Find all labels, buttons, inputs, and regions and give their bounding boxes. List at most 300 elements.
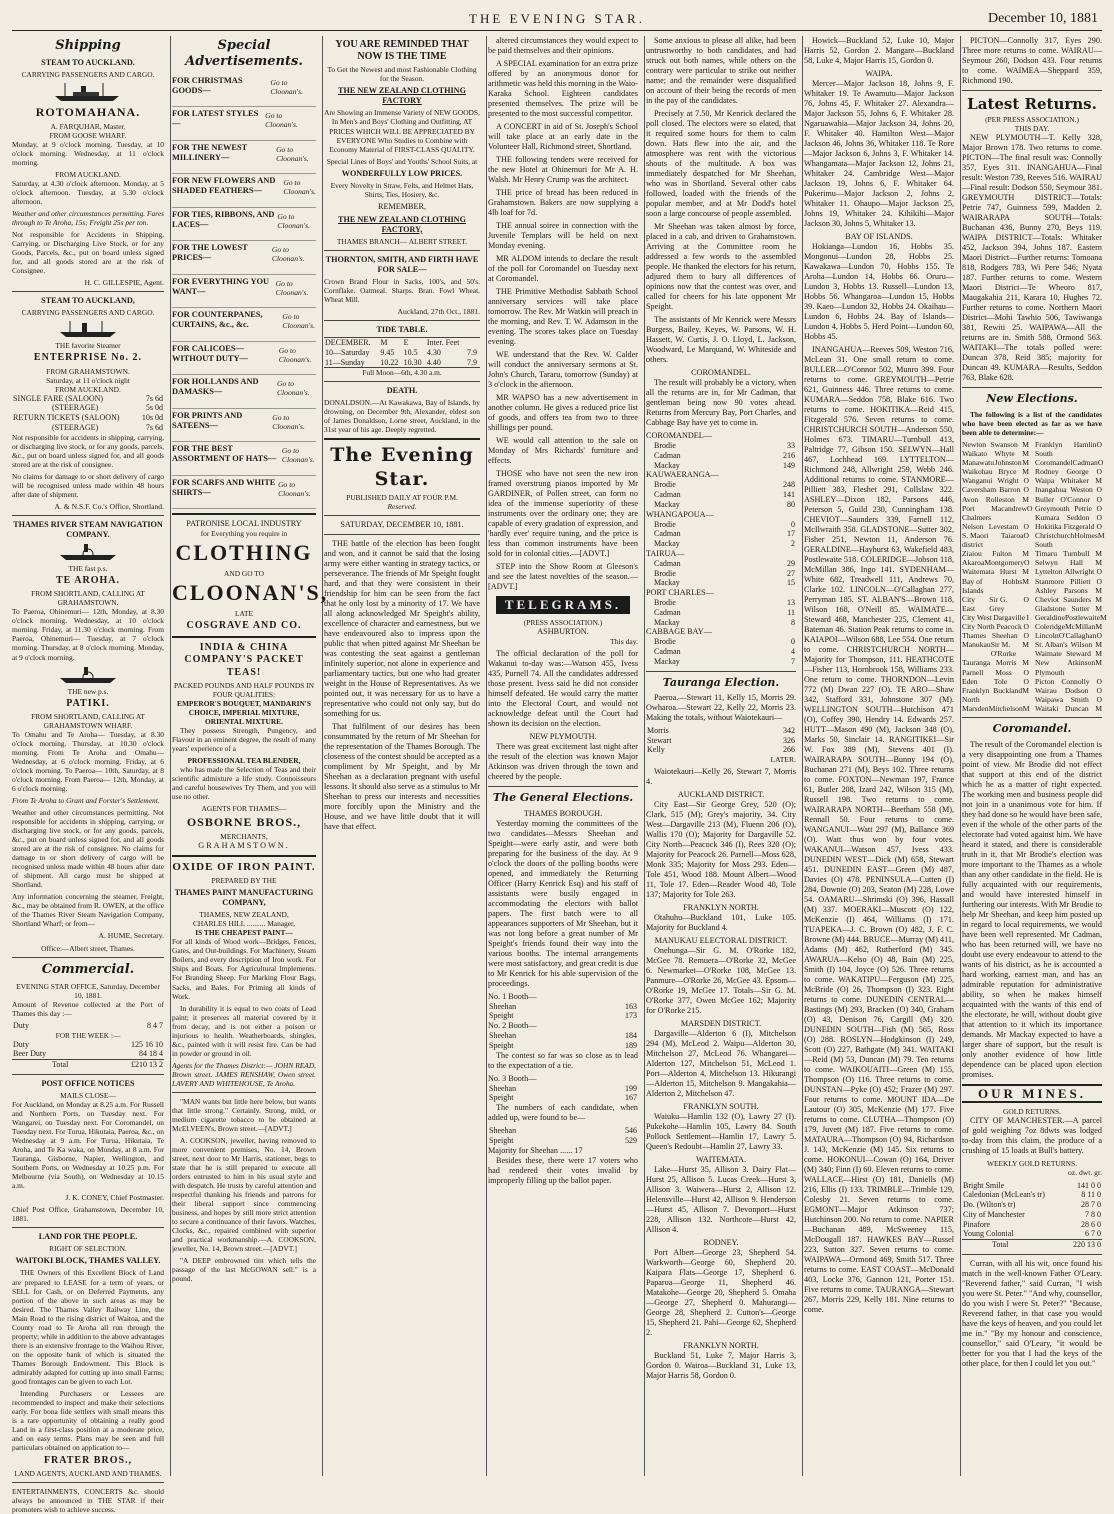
new-plymouth-body: There was great excitement last night after the result of the election was known Major Atkinson was driven through the town and cheered by the people. <box>488 742 638 782</box>
elected-member-row: Ashley Parsons M <box>1035 585 1102 595</box>
go-to-cloonans: Go to Cloonan's. <box>277 211 311 230</box>
ad-item-label: FOR NEW FLOWERS AND SHADED FEATHERS— <box>172 176 276 196</box>
table-row: Pinafore 28 6 0 <box>963 1219 1101 1229</box>
column-shipping <box>12 36 171 1514</box>
liability-terms: Not responsible for accidents in shipping, carrying, or discharging live stock, or for any goods, parcels, &c., put on board unless signed for, and all goods stored are at the risk of consignee. <box>12 432 164 469</box>
polling-place-label: KAUWAERANGA— <box>646 470 719 480</box>
mcgowan-notice: "A DEEP embrowned tint which tells the passage of the last McGOWAN sell." is a pound. <box>172 1256 316 1284</box>
go-to-cloonans: Go to Cloonan's. <box>270 77 303 96</box>
thornton-items: Crown Brand Flour in Sacks, 100's, and 50's. Cornflake. Oatmeal. Sharps. Bran. Fowl Wheat. Wheat Mill. <box>324 276 480 304</box>
table-row: Sheehan 184 <box>489 1031 637 1041</box>
india-china-sub: PACKED POUNDS AND HALF POUNDS IN FOUR QUALITIES: <box>174 680 314 699</box>
table-row: Kelly 266 <box>647 745 795 755</box>
elected-member-row: Picton Connolly O <box>1035 676 1102 686</box>
booth-3-table <box>488 1084 638 1104</box>
cosgrave-line: COSGRAVE AND CO. <box>186 619 302 631</box>
booth-3-label: No. 3 Booth— <box>488 1073 537 1083</box>
schedule-text: To Omahu and Te Aroha— Tuesday, at 8.30 o'clock morning. Thursday, at 10.30 o'clock morning. From Te Aroha and Omahu— Wednesday, at 6 o'clock morning. Friday, at 6 o'clock morning. To Paeroa— 10th, Saturday, at 8 o'clock morning. From Paeroa— 12th, Monday, at 6 o'clock morning. <box>12 729 164 794</box>
india-china-heading: INDIA & CHINA COMPANY'S PACKET TEAS! <box>184 642 304 678</box>
elected-member-row: Cheviot Saunders M <box>1035 594 1102 604</box>
cloonan-ad-item <box>172 174 316 208</box>
elected-member-row: Waikohau Bryce M <box>962 467 1029 477</box>
waipa-heading: WAIPA. <box>865 69 893 78</box>
table-row: Mackay 2 <box>654 539 795 548</box>
merchants-line: MERCHANTS, <box>220 831 268 841</box>
paddle-steamer-icon <box>58 542 118 562</box>
table-row: Mackay 80 <box>654 499 795 509</box>
info-notice: Any information concerning the steamer, Freight, &c., may be obtained from R. OWEN, at the office of the Thames River Steam Navigation Company, Shortland Wharf; or from— <box>12 892 164 929</box>
agent-signature: H. C. GILLESPIE, Agent. <box>84 278 164 288</box>
news-paragraph: PICTON—Connolly 317, Eyes 290. Three more returns to come. WAIRAU—Seymour 260, Dodson 433. Four returns to come. WAIMEA—Sheppard 359, Richmond 190. <box>962 36 1102 85</box>
table-row: 11—Sunday 10.22 10.30 4.40 7.9 <box>325 357 477 367</box>
waitemata-heading: WAITEMATA. <box>695 1155 747 1165</box>
column-local-news <box>488 36 645 1476</box>
steamer-illustration-icon <box>53 81 123 103</box>
news-paragraph: THE annual soiree in connection with the Juvenile Templars will be held on next Monday evening. <box>488 221 638 250</box>
table-row: Cadman 11 <box>654 607 795 617</box>
elected-member-row: New Plymouth Atkinson M <box>1035 658 1102 677</box>
ad-item-label: FOR LATEST STYLES— <box>172 109 259 129</box>
steam-subheading-1: CARRYING PASSENGERS AND CARGO. <box>21 69 155 79</box>
table-row: Duty 8 4 7 <box>13 1020 163 1030</box>
franklyn-north-heading: FRANKLYN NORTH. <box>683 903 759 913</box>
and-go-to-line: AND GO TO <box>224 569 264 579</box>
table-row: SINGLE FARE (SALOON) 7s 6d <box>13 393 163 403</box>
franklyn-south-heading: FRANKLYN SOUTH. <box>683 1102 759 1112</box>
news-paragraph: Howick—Buckland 52, Luke 10, Major Harris 52, Gordon 2. Mangare—Buckland 58, Luke 4, Major Harris 15, Gordon 0. <box>804 36 954 65</box>
column-latest-returns <box>962 36 1107 1476</box>
rodney-heading: RODNEY. <box>703 1238 739 1248</box>
mail-schedule: For Auckland, on Monday at 8.25 a.m. For Russell and Northern Ports, on Tuesday next. For Wangarei, on Tuesday next. For Coromandel, on Tuesday next. For Turua, Hikutaia, Paeroa, &c., on Wednesday at 9 a.m. For Turua, Hikutaia, Te Aroha, and Te Ka waka, on Monday, at 8 a.m. For Tauranga, Gisborne, Napier, Wellington, and Southern Ports, on Wednesday at 10.25 p.m. For Melbourne (via South), on Wednesday at 10.15 a.m. <box>12 1099 164 1191</box>
coromandel-leader-heading: Coromandel. <box>992 722 1072 736</box>
waitemata-body: Lake—Hurst 35, Allison 3. Dairy Flat—Hurst 25, Allison 5. Lucas Creek—Hurst 3, Allison 3. Waiwera—Hurst 2, Allison 12. Helensville—Hurst 42, Allison 9. Henderson—Hurst 45, Allison 7. Devonport—Hurst 228, Allison 132. Northcote—Hurst 42, Allison 4. <box>646 1165 796 1235</box>
tide-table-heading: TIDE TABLE. <box>376 325 428 335</box>
bay-of-islands-heading: BAY OF ISLANDS. <box>845 232 913 241</box>
table-row: Mackay 7 <box>654 656 795 666</box>
reminded-body: To Get the Newest and most Fashionable Clothing for the Season. <box>327 65 477 84</box>
ad-item-label: FOR HOLLANDS AND DAMASKS— <box>172 377 259 397</box>
oxide-manager: CHARLES HILL .......... Manager, <box>192 919 296 929</box>
tea-blender: PROFESSIONAL TEA BLENDER, <box>187 755 301 765</box>
elected-member-row: Lyttelton Allwright O <box>1035 567 1102 577</box>
news-paragraph: A SPECIAL examination for an extra prize offered by an anonymous donor for arithmetic was held this morning in the Waio-Karaka School. Eighteen candidates presented themselves. The prize will be presented to the most successful competitor. <box>488 59 638 118</box>
majority-line: Majority for Sheehan ...... 17 <box>488 1145 583 1155</box>
go-to-cloonans: Go to Cloonan's. <box>278 479 311 498</box>
auckland-body: City East—Sir George Grey, 520 (O); Clark, 515 (M); Grey's majority, 34. City West—Dargaville 213 (M), Fluenn 206 (O), Wallis 170 (O); Majority for Dargaville 52. City North—Peacock 346 (I), Rees 320 (O); Majority for Peacock 26. Parnell—Moss 628, Monk 335; Majority for Moss 293. Eden—Tole 451, Wood 188. Mount Albert—Wood 11, Tole 17. Eden—Reader Wood 40, Tole 137; Majority for Tole 263. <box>646 800 796 900</box>
tea-qualities: EMPEROR'S BOUQUET, MANDARIN'S CHOICE, IMPERIAL MIXTURE, ORIENTAL MIXTURE. <box>177 698 311 726</box>
elected-member-row: Inangahua Weston O <box>1035 485 1102 495</box>
liability-terms: Weather and other circumstances permitting. Not responsible for accidents in shipping, carrying, or discharging live stock, or for any goods, parcels, &c., put on board unless signed for, and all goods stored are at the risk of consignee. No claims for damage to or short delivery of cargo will be recognised unless made within 48 hours after date of shipment. All cargo must be shipped at Shortland. <box>12 808 164 890</box>
departure-point: FROM SHORTLAND, CALLING AT GRAHAMSTOWN. <box>31 589 145 608</box>
low-prices-line: WONDERFULLY LOW PRICES. <box>341 168 463 178</box>
elected-member-row: Avon Rolleston M <box>962 494 1029 504</box>
cloonan-ad-item <box>172 476 316 510</box>
elected-member-row: Gladstone Sutter M <box>1035 603 1102 613</box>
claims-notice: No claims for damage to or short delivery of cargo will be recognised unless made within 48 hours after date of shipment. <box>12 471 164 499</box>
new-plymouth-heading: NEW PLYMOUTH. <box>529 732 597 742</box>
weekly-gold-heading: WEEKLY GOLD RETURNS. <box>987 1159 1077 1169</box>
death-notice: DONALDSON.—At Kawakawa, Bay of Islands, by drowning, on December 9th, Alexander, eldest son of James Donaldson, Lorne street, Auckland, in the 31st year of his age. Deeply regretted. <box>324 398 480 435</box>
ashburton-body: The official declaration of the poll for Wakanui to-day was:—Watson 455, Ivess 435, Purnell 74. All the candidates addressed those present. Ivess said he did not consider himself defeated. He would carry the matter into the Electoral Court, and would not acknowledge defeat until the Court had shown its decision on the election. <box>488 649 638 729</box>
departure-point: FROM SHORTLAND, CALLING AT GRAHAMSTOWN WHARF. <box>31 711 145 730</box>
elected-member-row: Rodney George O <box>1035 467 1102 477</box>
elected-member-row: Parnell Moss O <box>962 667 1029 677</box>
coromandel-body: The result will probably be a victory, when all the returns are in, for Mr Cadman, that gentleman being now 90 votes ahead. Returns from Mercury Bay, Port Charles, and Cabbage Bay have yet to come in. <box>646 378 796 427</box>
table-row: Brodie 0 <box>654 519 795 529</box>
elected-member-row: Kumara Seddon O <box>1035 512 1102 522</box>
table-row: Total £210 13 2 <box>12 1060 164 1070</box>
land-title: WAITOKI BLOCK, THAMES VALLEY. <box>15 1256 161 1266</box>
polling-place-table <box>646 441 796 470</box>
oxide-heading: OXIDE OF IRON PAINT. <box>172 860 316 873</box>
table-row: Total 220 13 0 <box>992 1240 1101 1250</box>
table-row: Mackay 8 <box>654 617 795 627</box>
elected-member-row: City North Peacock O <box>962 622 1029 632</box>
table-row: City of Manchester 7 8 0 <box>963 1209 1101 1219</box>
elected-member-row: Waitaki Duncan M <box>1035 704 1102 714</box>
booth-1-label: No. 1 Booth— <box>488 991 537 1001</box>
tobacco-notice: "MAN wants but little here below, but wants that little strong." Certainly. Strong, mild, or medium cigarette tobacco to be obtained at McELVEEN's, Brown street.—[ADVT.] <box>172 1096 316 1133</box>
thornton-date: Auckland, 27th Oct., 1881. <box>397 306 480 316</box>
elected-member-row: Manawatu Johnston M <box>962 458 1029 468</box>
schedule-text: Monday, at 9 o'clock morning. Tuesday, at 10 o'clock morning. Wednesday, at 11 o'clock morning. <box>12 139 164 167</box>
ship-intro: THE fast p.s. <box>68 564 108 574</box>
ashburton-heading: ASHBURTON. <box>537 626 589 636</box>
thames-branch: THAMES BRANCH— ALBERT STREET. <box>336 236 468 246</box>
elected-member-row: Franklyn South Hamlin O <box>1035 439 1102 458</box>
booth-note: The contest so far was so close as to lead to the expectation of a tie. <box>488 1050 638 1070</box>
elected-member-row: Waimate Steward M <box>1035 649 1102 659</box>
go-to-cloonans: Go to Cloonan's. <box>275 278 309 297</box>
marsden-heading: MARSDEN DISTRICT. <box>680 1019 762 1029</box>
issue-date: December 10, 1881 <box>987 11 1098 26</box>
tauranga-table <box>646 726 796 755</box>
masthead <box>12 10 1102 31</box>
office-address: Office:—Albert street, Thames. <box>41 943 135 953</box>
coromandel-results <box>646 431 796 667</box>
elected-member-row: Hokitika Fitzgerald O <box>1035 521 1102 531</box>
company-heading: THAMES RIVER STEAM NAVIGATION COMPANY. <box>13 520 163 540</box>
table-row: Bright Smile 141 0 0 <box>963 1180 1101 1190</box>
elected-member-row: Lincoln O'Callaghan O <box>1035 631 1102 641</box>
ad-item-label: FOR THE NEWEST MILLINERY— <box>172 142 248 162</box>
table-row: Brodie 13 <box>654 598 795 607</box>
polling-place-label: WHANGAPOUA— <box>646 509 714 519</box>
elected-member-row: Geraldine Postlewaite M <box>1035 612 1107 622</box>
patronise-line: PATRONISE LOCAL INDUSTRY <box>186 519 302 529</box>
news-paragraph: Mr Sheehan was taken almost by force, placed in a cab, and driven to Grahamstown. Arriving at the Committee room he addressed a few words to the assembled people. He thanked the electors for his return, adjured them to bury all differences of opinions now that the contest was over, and called for cheers for his late opponent Mr Speight. <box>646 222 796 311</box>
table-row: Brodie 248 <box>654 480 795 490</box>
cloonan-ad-item <box>172 241 316 275</box>
moon-note: Full Moon—6th, 4.30 a.m. <box>362 368 442 378</box>
post-office-dateline: Chief Post Office, Grahamstown, December 10, 1881. <box>12 1205 164 1224</box>
ship-name-rotomahana: ROTOMAHANA. <box>35 104 141 119</box>
secretary-signature: A. HUME, Secretary. <box>98 931 164 941</box>
cloonan-ad-item <box>172 208 316 242</box>
new-elections-heading: New Elections. <box>986 392 1078 406</box>
table-row: Beer Duty 84 18 4 <box>13 1049 163 1059</box>
polling-place-table <box>646 559 796 588</box>
land-agent-description: LAND AGENTS, AUCKLAND AND THAMES. <box>14 1469 162 1479</box>
published-line: PUBLISHED DAILY AT FOUR P.M. <box>346 492 458 502</box>
column-election-results <box>646 36 803 1476</box>
post-office-heading: POST OFFICE NOTICES <box>41 1078 135 1088</box>
elected-member-row: S. Maori district Taiaroa O <box>962 530 1029 550</box>
elected-member-row: Eden Tole O <box>962 676 1029 686</box>
table-row: 10—Saturday 9.45 10.5 4.30 7.9 <box>325 347 477 357</box>
table-row: Do. (Wilton's tr) 28 7 0 <box>963 1200 1101 1210</box>
mails-close-label: MAILS CLOSE— <box>60 1090 116 1100</box>
week-duty-table <box>12 1040 164 1070</box>
news-paragraph: MR WAPSO has a new advertisement in another column. He gives a reduced price list of goods, and offers tea from two to three shillings per pound. <box>488 393 638 432</box>
oxide-body: In durability it is equal to two coats of Lead paint; it preserves all material covered by it from decay, and is not either a poison or injurious to health. Weatherboards, shingles, &c., painted with it will resist fire. Can be had in powder or ground in oil. <box>172 1003 316 1058</box>
news-paragraph: Some anxious to please all alike, had been untrustworthy to both candidates, and had struck out both names, while others on the contrary were particular to strike out neither name; and the remainder were disqualified on account of their being the records of men in the pay of the candidates. <box>646 36 796 105</box>
news-paragraph: Precisely at 7.50, Mr Kenrick declared the poll closed. The electors were so elated, that it required some hours for them to calm down. Hats flew into the air, and the atmosphere was rent with the victorious shouts of the multitude. A box was immediately despatched for Mr Sheehan, who was in Shortland. Several other cabs followed, loaded with the friends of the popular member, and at Mr Dodd's hotel soon a large concourse of people assembled. <box>646 109 796 218</box>
tea-body-2: who has made the Selection of Teas and their scientific admixture a life study. Connoisseurs and careful housewives Try Them, and you will use no other. <box>172 765 316 802</box>
departure-point-2: FROM AUCKLAND. <box>55 384 121 394</box>
factory-heading: THE NEW ZEALAND CLOTHING FACTORY <box>338 86 466 106</box>
elected-member-row: Akaroa Montgomery O <box>962 558 1030 568</box>
departure-point: FROM GRAHAMSTOWN. <box>46 366 130 376</box>
factory-special: Special Lines of Boys' and Youths' School Suits, at <box>326 156 478 166</box>
steam-heading-2: STEAM TO AUCKLAND, <box>41 296 135 306</box>
polling-place-table <box>646 520 796 549</box>
tauranga-body: Paeroa.—Stewart 11, Kelly 15, Morris 29. Owharoa.—Stewart 22, Kelly 22, Morris 23. Making the totals, without Waiotekauri— <box>646 692 796 722</box>
auckland-heading: AUCKLAND DISTRICT. <box>677 790 765 800</box>
polling-place-label: TAIRUA— <box>646 548 685 558</box>
table-row: Brodie 27 <box>654 568 795 578</box>
week-label: FOR THE WEEK :— <box>55 1030 121 1040</box>
commercial-dateline: EVENING STAR OFFICE, Saturday, December 10, 1881. <box>16 981 160 1000</box>
section-special-ads-header: Special Advertisements. <box>185 38 303 69</box>
rodney-body: Port Albert—George 23, Shepherd 54. Warkworth—George 60, Shepherd 20. Kaipara Flats—George 17, Shepherd 6. Paparoa—George 11, Shepherd 46. Matakohe—George 20, Shepherd 5. Omaha—George 27, Shepherd 0. Mahurangi—George 28, Shepherd 2. Cutton's—George 15, Shepherd 21. Pahi—George 62, Shepherd 2. <box>646 1248 796 1338</box>
elected-member-row: Coleridge McMillan M <box>1035 622 1103 632</box>
leader-dateline: SATURDAY, DECEMBER 10, 1881. <box>340 519 464 529</box>
ad-item-label: FOR EVERYTHING YOU WANT— <box>172 276 270 296</box>
informal-votes-note: Besides these, there were 17 voters who had rendered their votes invalid by improperly filling up the ballot paper. <box>488 1155 638 1185</box>
agent-signature: A. & N.S.F. Co.'s Office, Shortland. <box>54 501 164 511</box>
later-label: LATER. <box>770 755 796 765</box>
gold-returns-label: GOLD RETURNS. <box>1003 1107 1061 1117</box>
our-mines-heading: OUR MINES. <box>962 1084 1102 1104</box>
table-row: Duty 125 16 10 <box>13 1039 163 1049</box>
manukau-heading: MANUKAU ELECTORAL DISTRICT. <box>654 936 788 946</box>
elected-member-row: Waipawa Smith O <box>1035 694 1102 704</box>
elected-member-row: Thames Sheehan O <box>962 631 1029 641</box>
elected-member-row: Selwyn Hall M <box>1035 558 1102 568</box>
polling-place-label: PORT CHARLES— <box>646 588 714 597</box>
elected-member-row: Marsden Mitchelson M <box>962 704 1030 714</box>
franklyn-south-body: Waiuku—Hamlin 132 (O), Lawry 27 (I). Pukekohe—Hamlin 105, Lawry 84. South Pollock Settlement—Hamlin 17, Lawry 5. Queen's Redoubt—Hamlin 27, Lawry 33. <box>646 1112 796 1152</box>
ship-name-te-aroha: TE AROHA. <box>55 575 120 587</box>
cloonan-ad-item <box>172 375 316 409</box>
late-line: LATE <box>234 608 254 618</box>
schedule-text: To Paeroa, Ohinemuri— 12th, Monday, at 8.30 o'clock morning. Wednesday, at 10 o'clock morning. Friday, at 11.30 o'clock morning. From Paeroa, Ohinemuri— Tuesday, at 7 o'clock morning. Thursday, at 8 o'clock morning. Monday, at 9 o'clock morning. <box>12 607 164 662</box>
booth-1-table <box>488 1002 638 1022</box>
bay-of-islands-body: Hokianga—Lundon 16, Hobbs 35. Mongonui—Lundon 28, Hobbs 25. Kawakawa—Lundon 70, Hobbs 155. Te Aroha—Lundon 14, Hobbs 66. Oruru—Lundon 3, Hobbs 13. Russell—Lundon 13, Hobbs 56. Whangaroa—Lundon 15, Hobbs 39. Kaeo—Lundon 32, Hobbs 24. Okaihau—Lundon 6, Hobbs 24. Bay of Islands—Lundon 4, Hobbs 5. Herd Point—Lundon 60, Hobbs 45. <box>804 242 954 341</box>
final-tally-table <box>488 1126 638 1146</box>
oxide-uses: For all kinds of Wood work—Bridges, Fences, Gates, and Out-buildings. For Machinery, Steam Boilers, and every description of Iron work. For Ships and Boats. For Agricultural Implements. For Branding Sheep. For Marking Flour Bags, Sacks, and Bales. For Priming all kinds of Work. <box>172 937 316 1001</box>
this-day: This day. <box>610 636 638 646</box>
grahamstown-line: GRAHAMSTOWN. <box>198 840 290 850</box>
ad-item-label: FOR CALICOES—WITHOUT DUTY— <box>172 343 248 363</box>
table-row: Cadman 141 <box>654 490 795 499</box>
telegrams-heading: TELEGRAMS. <box>496 596 630 614</box>
oxide-company: THAMES PAINT MANUFACTURING COMPANY, <box>174 888 314 908</box>
go-to-cloonans: Go to Cloonan's. <box>271 245 305 264</box>
cloonan-ad-item <box>172 409 316 443</box>
news-paragraph: WE understand that the Rev. W. Calder will conduct the anniversary sermons at St. John's Church, Tararu, tomorrow (Sunday) at 3 o'clock in the afternoon. <box>488 350 638 389</box>
table-row: Brodie 0 <box>654 637 795 647</box>
table-row: Mackay 15 <box>654 578 795 588</box>
leader-paragraph-2: That fulfilment of our desires has been consummated by the return of Mr Sheehan for the representation of the Thames Borough. The closeness of the contest should be accepted as a compliment by Mr Speight, and by Mr Sheehan as a declaration pregnant with useful lessons. It should also serve as a stimulus to Mr Sheehan to press our interests and necessities more forcibly upon the Ministry and the House, and we have little doubt that it will have that effect. <box>324 721 481 831</box>
postmaster-signature: J. K. CONEY, Chief Postmaster. <box>65 1193 164 1203</box>
gold-total <box>962 1239 1102 1250</box>
tide-table <box>324 337 480 368</box>
table-header-row: DECEMBER. M E Inter. Feet <box>325 338 460 348</box>
polling-place-table <box>646 637 796 666</box>
newspaper-title: THE EVENING STAR. <box>469 11 645 26</box>
latest-returns-heading: Latest Returns. <box>967 95 1097 113</box>
elected-member-row: Timaru Turnbull M <box>1035 549 1102 559</box>
elected-member-row: Franklyn North Buckland M <box>962 685 1029 704</box>
polling-place-table <box>646 480 796 509</box>
press-association: (PER PRESS ASSOCIATION.) <box>985 115 1079 125</box>
osborne-bros: OSBORNE BROS., <box>186 815 302 830</box>
elected-member-row: Stanmore Pilliett O <box>1035 576 1102 586</box>
oxide-agents: Agents for the Thames District:— JOHN READ, Brown street. JAMES RENSHAW, Owen street. LAVERY AND WHITEHOUSE, Te Aroha. <box>172 1060 316 1088</box>
news-paragraph: A CONCERT in aid of St. Joseph's School will take place at an early date in the Volunteer Hall, Richmond street, Shortland. <box>488 122 638 151</box>
cloonan-ad-item <box>172 442 316 476</box>
table-row: Cadman 216 <box>654 450 795 460</box>
ad-item-label: FOR PRINTS AND SATEENS— <box>172 410 243 430</box>
table-row: RETURN TICKETS (SALOON) 10s 0d <box>13 413 163 423</box>
gold-returns-body: CITY OF MANCHESTER.—A parcel of gold weighing 7oz 8dwts was lodged to-day from this claim, the produce of a crushing of 15 loads at Bull's battery. <box>962 1116 1102 1156</box>
go-to-cloonans: Go to Cloonan's. <box>281 446 315 465</box>
section-shipping-header: Shipping <box>55 38 121 53</box>
departure-point: FROM GOOSE WHARF. <box>49 130 127 140</box>
elected-member-row: Christchurch South Holmes M <box>1035 530 1105 550</box>
elected-member-row: Manukau Sir M. O'Rorke M <box>962 640 1029 659</box>
reminded-heading: YOU ARE REMINDED THAT NOW IS THE TIME <box>335 39 469 63</box>
polling-place-label: COROMANDEL— <box>646 431 712 440</box>
table-row: Cadman 29 <box>654 558 795 568</box>
ship-intro: THE favorite Steamer <box>55 341 121 351</box>
elected-member-row: Buller O'Connor O <box>1035 494 1102 504</box>
entertainments-notice: ENTERTAINMENTS, CONCERTS &c. should always be announced in THE STAR if their promoters wish to achieve success. <box>12 1487 164 1514</box>
elected-member-row: Bay of Islands Hobbs M <box>962 576 1029 595</box>
elected-member-row: Coromandel Cadman O <box>1035 458 1104 468</box>
cloonan-ad-item <box>172 107 316 141</box>
ad-item-label: FOR COUNTERPANES, CURTAINS, &c., &c. <box>172 310 263 330</box>
clothing-banner: CLOTHING <box>175 540 313 566</box>
elected-member-row: City East Sir G. Grey O <box>962 594 1029 613</box>
column-district-returns <box>804 36 961 1476</box>
factory-heading-2: THE NEW ZEALAND CLOTHING FACTORY, <box>338 214 466 234</box>
land-body: THE Owners of this Excellent Block of Land are prepared to LEASE for a term of years, or SELL for Cash, or on Deferred Payments, any portion of the above in such areas as may be desired. The Thames Valley Railway Line, the Main Road to the rising district of Waitoa, and the County road to Te Aroha all run through the property; while in addition to the above advantages there is an extensive frontage to the Waihou River, on the opposite bank of which is situated the Thames Borough Endowment. This Block is admirably adapted for cutting up into small Farms; good frontages can be given to each Lot. <box>12 1268 164 1386</box>
news-paragraph: MR ALDOM intends to declare the result of the poll for Coromandel on Tuesday next at Coromandel. <box>488 254 638 283</box>
elected-member-row: Caversham Barron O <box>962 485 1029 495</box>
land-subheading: RIGHT OF SELECTION. <box>49 1244 127 1254</box>
reserved-line: Reserved. <box>387 501 417 511</box>
news-paragraph: The assistants of Mr Kenrick were Messrs Burgess, Bailey, Keyes, W. Parsons, W. H. Hassett, W. Curtis, J. O. Lloyd, L. Jackson, Woodward, Le Marquand, W. Whiteside and others. <box>646 315 796 364</box>
tauranga-heading: Tauranga Election. <box>662 675 780 689</box>
news-paragraph: WE would call attention to the sale on Monday of Mrs Richards' furniture and effects. <box>488 436 638 465</box>
waipa-body: Mercer—Major Jackson 18, Johns 9, F. Whitaker 19. Te Awamutu—Major Jackson 76, Johns 45, F. Whitaker 27. Alexandra—Major Jackson 55, Johns 6, F. Whitaker 28. Ngaruawahia—Major Jackson 34, Johns 20, F. Whitaker 40. Hamilton West—Major Jackson 46, Johns 36, Whitaker 118. Te Rore—Major Jackson 6, Johns 3, F. Whitaker 14. Whangamata—Major Jackson 12, Johns 21, Whitaker 24. Cambridge West—Major Jackson 19, Johns 6, F. Whitaker 64. Pukerimu—Major Jackson 2, Johns 2, Whitaker 11. Ohaupo—Major Jackson 25, Johns 19, Whitaker 24. Kihikihi—Major Jackson 30, Johns 5, Whitaker 13. <box>804 79 954 228</box>
news-paragraph: THE price of bread has been reduced in Grahamstown. Bakers are now supplying a 4lb loaf for 7d. <box>488 188 638 217</box>
booth-2-table <box>488 1031 638 1051</box>
ad-item-label: FOR TIES, RIBBONS, AND LACES— <box>172 209 275 229</box>
cloonan-ad-item <box>172 141 316 175</box>
elected-member-row: Nelson Levestam O <box>962 521 1029 531</box>
franklyn-north-heading-2: FRANKLYN NORTH. <box>683 1341 759 1351</box>
district-returns-body: INANGAHUA—Reeves 509, Weston 716, McLean 31. One small return to come. BULLER—O'Connor 502, Munro 399. Four returns to come. GREYMOUTH—Petrie 621, Guinness 446. Three returns to come. KUMARA—Seddon 758, Blake 616. Two returns to come. HOKITIKA—Reid 415, Fitzgerald 576. Seven returns to come. CHRISTCHURCH SOUTH—Anderson 550, Holmes 673. TIMARU—Turnbull 413, Paltridge 77, Gibson 150. SELWYN—Hall 467, Lochhead 169. LYTTELTON—Richmond 248, Allwright 259, Webb 246. Additional returns to come. STANMORE—Pilliett 383, Fleshet 291, Collslaw 322. ASHLEY—Dixon 182, Parsons 446, Peterson 5, Guild 230, Cunningham 138. CHEVIOT—Saunders 339, Farnell 112, McIlwraith 358. GLADSTONE—Sutter 302, Fisher 251, Newton 11, Anderson 76. GERALDINE—Hayhurst 63, Wakefield 483, Postlewaite 518. COLERIDGE—Jobson 118, McMillan 386, Ingo 141. SYDENHAM—White 682, Treadwell 111, Andrews 70, Clarke 102. LINCOLN—O'Callaghan 277, Perryman 185. ST. ALBAN'S—Brown 118, Wilson 168, O'Neill 85. WAIMATE—Steward 468, Manchester 225, Clement 41, Bateman 46. Station Peak returns to come in. KAIAPOI—Wilson 688, Lee 554. One return to come. CHRISTCHURCH NORTH—Majority for Thompson, 111. HEATHCOTE—Fisher 113, Hornbrook 158, Williams 233. One return to come. THORNDON—Levin 772 (M) Dwan 227 (O). TE ARO—Shaw 342, Stafford 331, Johnstone 307 (M). WELLINGTON SOUTH—Hutchison 471 (O), Coffey 390, Hendry 14. Edwards 257. HUTT—Mason 490 (M), Jackson 348 (O), Marks 50, Sinclair 14. RANGITIKEI—Sir W. Fox 389 (M), Stevens 401 (I). WAIRARAPA SOUTH—Bunny 194 (O), Buchanan 271 (M), Beys 102. Three returns to come. FOXTON—Newman 197, France 61, Butler 208, Izard 242, Wilson 315 (M), Russell 198. Two returns to come. WAIRARAPA NORTH—Beetham 558 (M), Rennall 50. Four returns to come. WANGANUI—Watt 297 (M), Ballance 369 (O). Watt thus won by four votes. WAKANUI—Watson 457, Ivess 433. DUNEDIN WEST—Dick (M) 658, Stewart 451. DUNEDIN EAST—Green (M) 487, Davies (O) 478. PENINSULA—Cutten (I) 284, Downie (O) 203, Seaton (M) 228, Lowe 54. OAMARU—Shrimski (O) 396, Hassall (M) 337. MOERAKI—Muscott (O) 122, McKenzie (I) 464, Williams (I) 171. TUAPEKA—J. C. Brown (O) 482, J. F. C. Browne (M) 444. BRUCE—Murray (M) 411, Adams (M) 462, Rutherford (M) 345. AWARUA—Kelso (O) 48, Bain (M) 225, Smith (I) 104, Joyce (O) 526. Three returns to come. WAKATIPU—Ferguson (M) 225, McBride (O) 26, Thompson (I) 323. Eight returns to come. DUNEDIN CENTRAL—Bastings (M) 293, Bracken (O) 340, Graham (O) 43, Denison 76, Cargill (M) 320. DUNEDIN SOUTH—Fish (M) 565, Ross (O) 288. ROSLYN—Hodgkinson (I) 249, Scott (O) 227, Bathgate (M) 341. WAITAKI—Reid (M) 53, Duncan (M) 79. Ten returns to come. WAIKOUAITI—Green (M) 155, Thompson (O) 116. Three returns to come. DUNSTAN—Pyke (O) 452; Frazer (M) 297. Four returns to come. MOUNT IDA—De Lautour (O) 305, McKenzie (M) 177. Five returns to come. CLUTHA—Thompson (O) 179, Juvett (M) 187. Five returns to come. MATAURA—Thompson (O) 94, Richardson J. 143, McKenzie (M) 145. Six returns to come. HOKONUI—Cowan (O) 164, Driver (M) 340; Finn (I) 60. Eleven returns to come. WALLACE—Hirst (O) 181, Daniells (M) 216, Ellis (I) 133. TRIMBLE—Trimble 129, Colesby 21. Seven returns to come. EGMONT—Major Atkinson 737; Hutchinson 200. No return to come. NAPIER—Buchanan 489, McSweeney 115, McDougall 187. HAWKES BAY—Russel 223, Sutton 327. Seven returns to come. WAIPAWA—Ormond 469, Smith 517. Three returns to come. EAST COAST—McDonald 403, Locke 376, Gannon 121, Porter 151. Five returns to come. TAURANGA—Stewart 267, Morris 229, Kelly 181. Nine returns to come. <box>804 345 955 1314</box>
table-row: Cadman 17 <box>654 529 795 539</box>
death-heading: DEATH. <box>386 386 418 396</box>
cloonan-ad-item <box>172 275 316 309</box>
cloonans-banner: CLOONAN'S, <box>172 580 329 606</box>
oxide-cheapest: IS THE CHEAPEST PAINT— <box>195 928 293 938</box>
table-row: Mackay 149 <box>654 460 795 470</box>
table-row: Morris 342 <box>647 725 795 735</box>
table-row: (STEERAGE) 5s 0d <box>52 403 163 413</box>
steam-heading-1: STEAM TO AUCKLAND. <box>41 57 135 67</box>
ad-item-label: FOR THE LOWEST PRICES— <box>172 243 248 263</box>
column-clothing-leader <box>324 36 487 1476</box>
novelty-line: Every Novelty in Straw, Felts, and Helmet Hats, Shirts, Ties, Hosiery, &c. <box>330 180 474 199</box>
table-row: Sheehan 199 <box>489 1083 637 1093</box>
thornton-heading: THORNTON, SMITH, AND FIRTH HAVE FOR SALE— <box>325 254 479 274</box>
table-row: Sheehan 163 <box>489 1001 637 1011</box>
new-elections-intro: The following is a list of the candidates who have been elected as far as we have been able to determine:— <box>962 409 1102 437</box>
elected-member-row: City West Dargaville I <box>962 612 1029 622</box>
gold-units: oz. dwt. gr. <box>1068 1168 1102 1178</box>
cloonan-ad-item <box>172 342 316 376</box>
table-row: (STEERAGE) 7s 6d <box>52 422 163 432</box>
revenue-intro: Amount of Revenue collected at the Port of Thames this day :— <box>12 999 164 1018</box>
go-to-cloonans: Go to Cloonan's. <box>278 345 312 364</box>
steam-subheading-2: CARRYING PASSENGERS AND CARGO. <box>21 308 155 318</box>
ad-item-label: FOR CHRISTMAS GOODS— <box>172 75 243 95</box>
polling-place-label: CABBAGE BAY— <box>646 627 712 637</box>
land-heading: LAND FOR THE PEOPLE. <box>38 1232 138 1242</box>
table-row: Speight 529 <box>489 1135 637 1145</box>
booth-2-label: No. 2 Booth— <box>488 1021 537 1031</box>
elected-member-row: Wairau Dodson O <box>1035 685 1102 695</box>
table-row: Cadman 4 <box>654 647 795 656</box>
ship-master: A. FARQUHAR, Master. <box>50 121 126 131</box>
leader-paragraph-1: THE battle of the election has been fought and won, and it cannot be said that the losing army were either wanting in strategy tactics, or perseverance. The friends of Mr Speight fought hard, and that they were consistent in their friendship for him can be seen from the fact that he only lost by a minority of 17. We have all along acknowledged Mr Speight's ability, excellence of character and earnestness, but we have endeavoured also to impress upon the public that when pitted against Mr Sheehan be was contesting the seat against a gentleman infinitely superior, not alone in experience and parliamentary tactics, but one who had greater weight in the House of Representatives. As we pointed out, it was necessary for us to have a representative who could not only say, but do something for us. <box>324 538 480 718</box>
coromandel-leader-body: The result of the Coromandel election is a very disappointing one from a Thames point of view. Mr Brodie did not effect that support at this end of the district which he as a matter of right expected. The working men and business people did not join in a unanimous vote for him. If they had done so he would have been safe, even if the whole of the other parts of the electorate had voted against him. We have heard it stated, and there is considerable truth in it, that Mr Brodie's election was more important to the Thames as a whole than any other candidate in the field. He is fully acquainted with our requirements, and would have interested himself in furthering our interests. With Mr Brodie to help Mr Sheehan, and keep him posted up in regard to local requirements, we would have been well represented. Mr Cadman, who has been returned will, we have no doubt use every endeavour to attend to the wants of his district, as he is accounted a hard working, earnest man, and has an admirable reputation for administrative ability, so when he makes himself acquainted with the wants of this end of the electorate, he will, without doubt give that attention to it which its importance demands. Mr Mackay expected to have a larger share of support, but the result is only another evidence of how little dependence can be placed upon election promises. <box>962 739 1102 1079</box>
go-to-cloonans: Go to Cloonan's. <box>265 111 298 130</box>
paddle-steamer-icon <box>58 665 118 685</box>
table-row: Stewart 326 <box>647 735 795 745</box>
elected-member-row: Newton Swanson M <box>962 439 1029 449</box>
franklyn-north-body: Otahuhu—Buckland 101, Luke 105. Majority for Buckland 4. <box>646 913 796 933</box>
weekly-gold-table <box>962 1181 1102 1240</box>
table-row: Sheehan 546 <box>489 1126 637 1136</box>
ad-item-label: FOR THE BEST ASSORTMENT OF HATS— <box>172 444 277 464</box>
elected-members-list <box>962 439 1107 714</box>
fares-table <box>12 394 164 433</box>
table-row: Young Colonial 6 7 0 <box>963 1229 1101 1239</box>
go-to-cloonans: Go to Cloonan's. <box>272 412 305 431</box>
polling-place-table <box>646 598 796 627</box>
schedule-text-2: Saturday, at 4.30 o'clock afternoon. Monday, at 5 o'clock afternoon. Tuesday, at 5.30 o'clock afternoon. <box>12 178 164 206</box>
news-paragraph: STEP into the Show Room at Gleeson's and see the latest novelties of the season.—[ADVT.] <box>488 562 638 591</box>
schedule-text: Saturday, at 11 o'clock night <box>46 375 130 385</box>
marsden-body: Dargaville—Alderton 6 (I), Mitchelson 294 (M), McLeod 2. Waipu—Alderton 30, Mitchelson 27, McLeod 76. Whangarei—Alderton 127, Mitchelson 51, McLeod 1. Port—Alderton 4, Mitchelson 13. Hikurangi—Alderton 15, Mitchelson 9. Mangakahia—Alderton 2, Mitchelson 47. <box>646 1029 796 1099</box>
